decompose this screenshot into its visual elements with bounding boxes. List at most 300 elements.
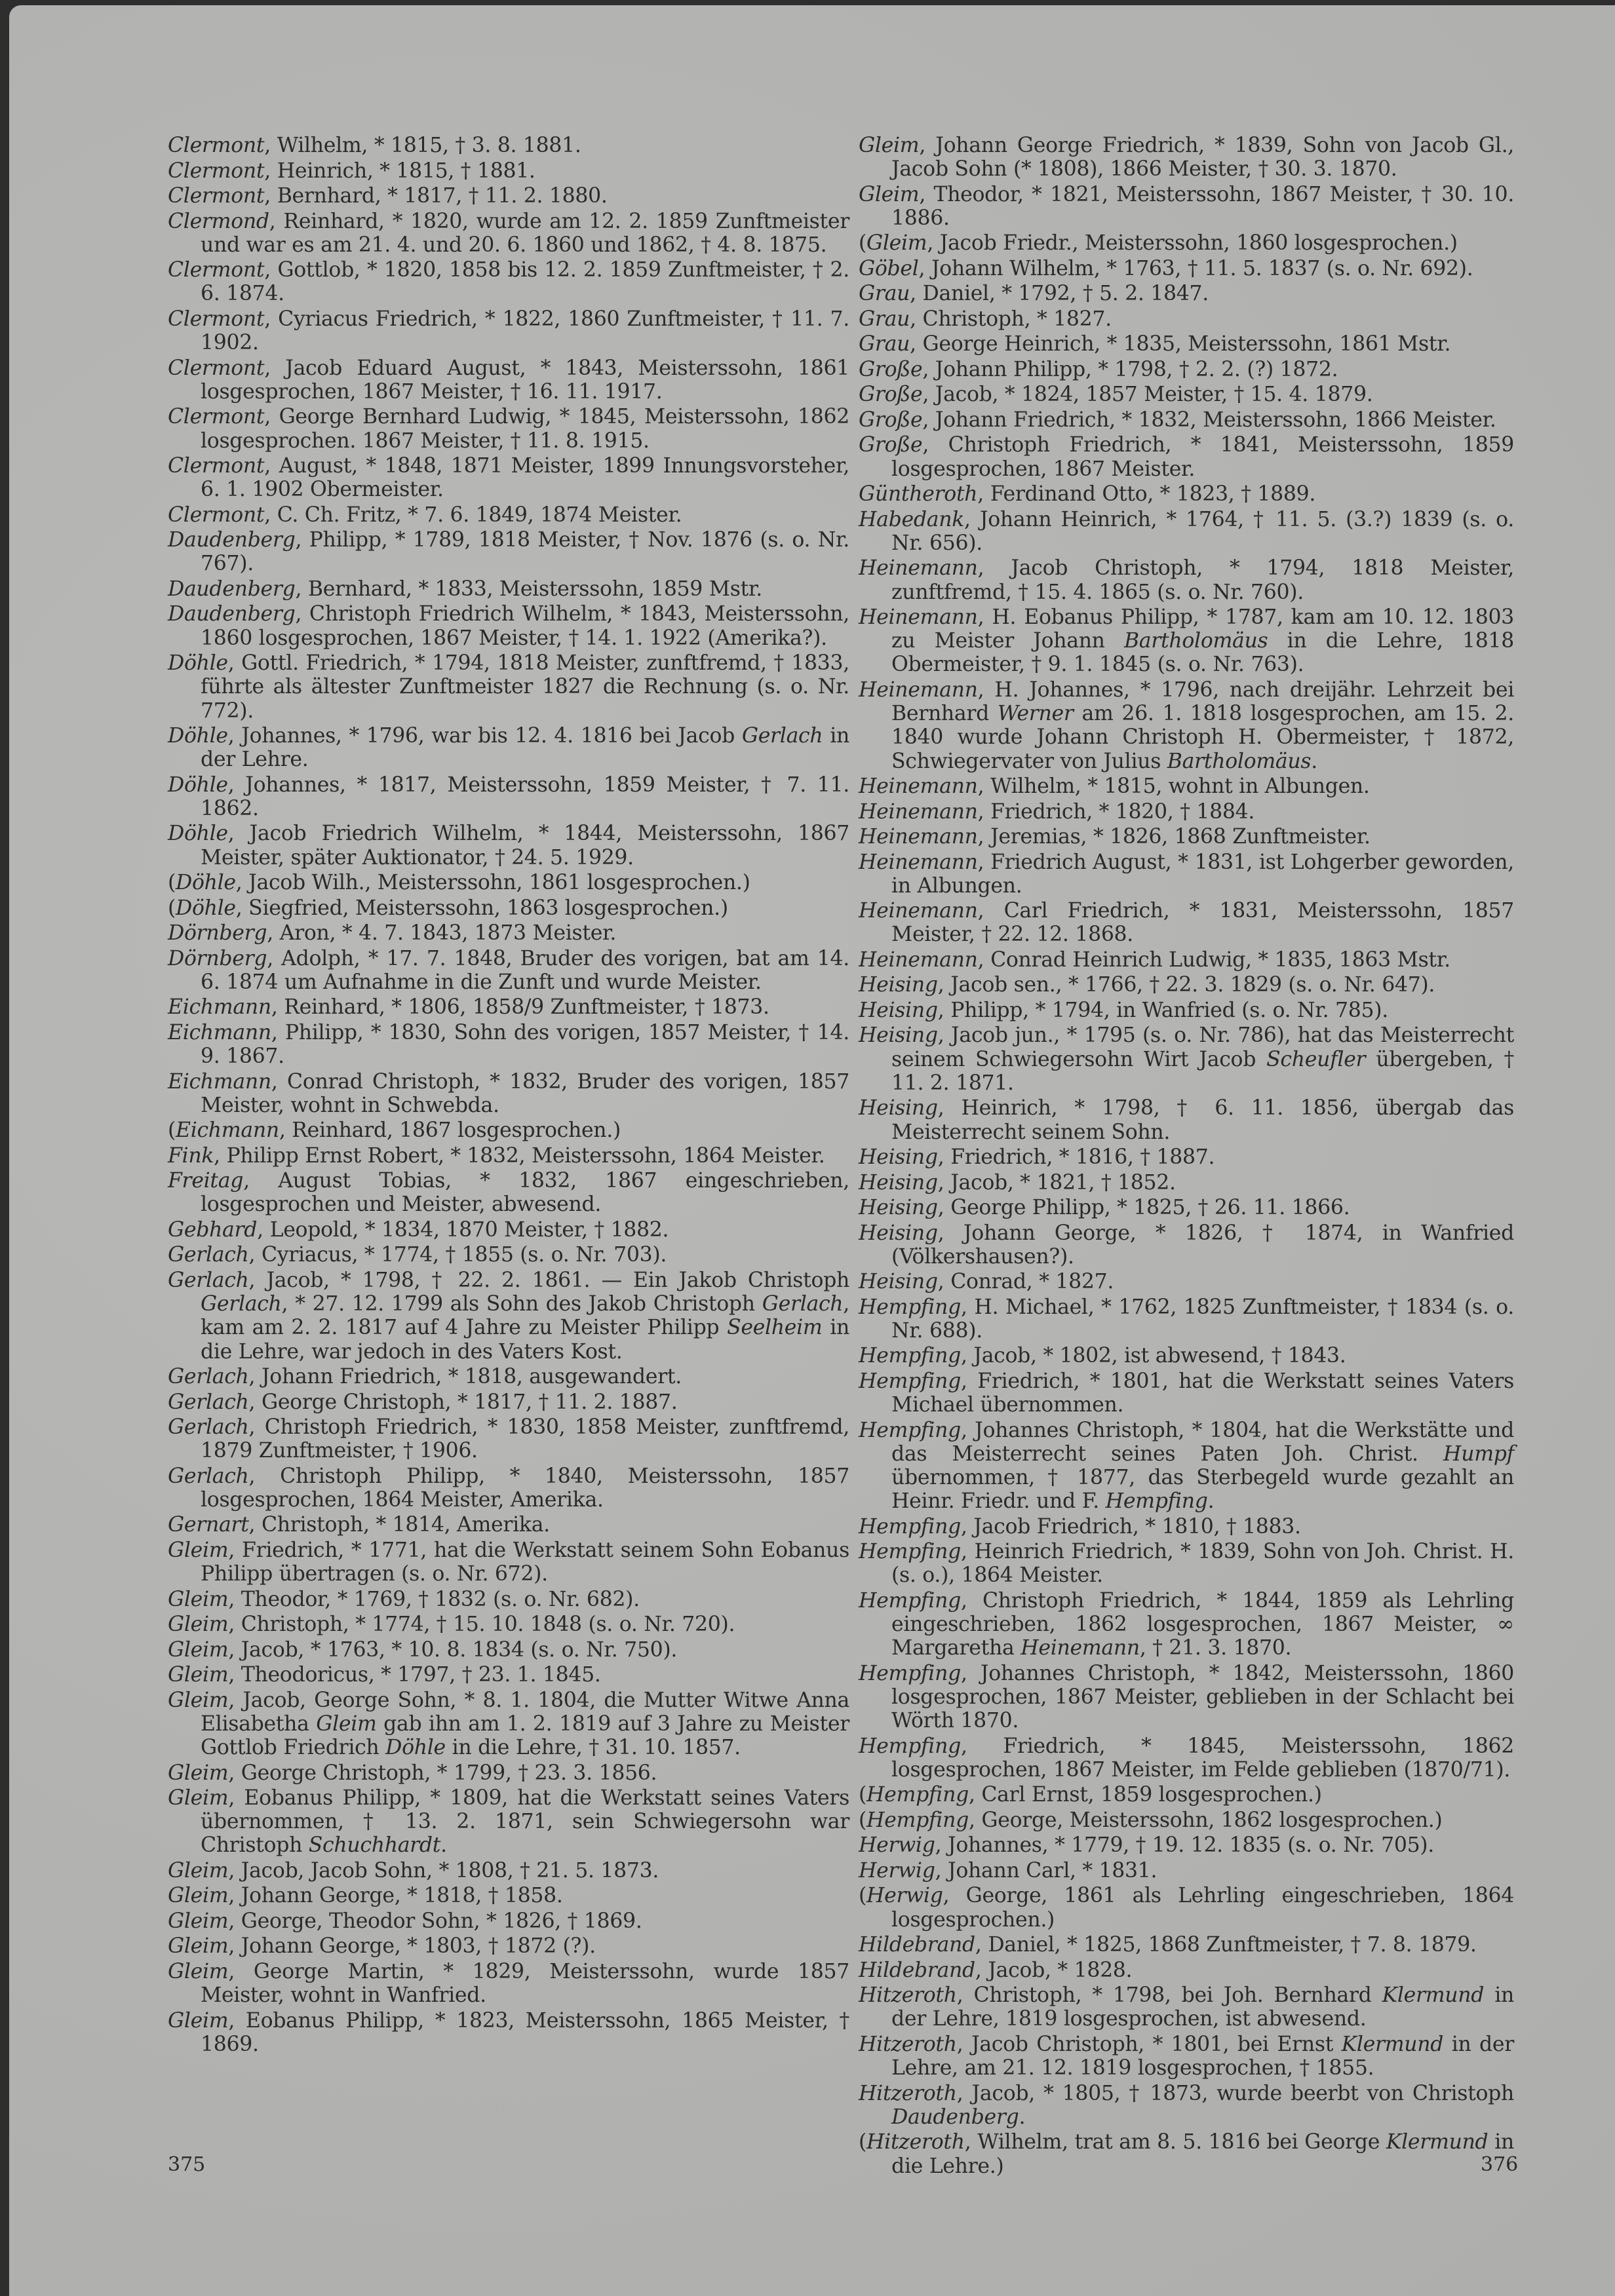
register-entry	[168, 1415, 849, 1463]
entry-text: , Heinrich, * 1815, † 1881.	[264, 159, 535, 183]
entry-surname: Gleim	[168, 1786, 229, 1810]
entry-surname: Clermont	[168, 503, 265, 527]
register-entry	[859, 948, 1514, 972]
entry-surname: Hempfing	[859, 1540, 961, 1564]
register-entry	[168, 356, 849, 404]
entry-surname: Dörnberg	[168, 921, 267, 946]
register-entry	[168, 1859, 849, 1883]
register-entry	[859, 851, 1514, 898]
entry-italic-name: Hempfing	[1105, 1489, 1208, 1514]
entry-prefix: (	[859, 1808, 866, 1832]
entry-text: , Johann Philipp, * 1798, † 2. 2. (?) 1872.	[922, 357, 1338, 381]
register-entry	[168, 134, 849, 157]
entry-surname: Clermont	[168, 134, 265, 157]
entry-prefix: (	[859, 2130, 866, 2154]
register-entry	[859, 1662, 1514, 1733]
entry-prefix: (	[168, 896, 176, 920]
register-entry	[859, 1295, 1514, 1343]
entry-text: , Jacob Christoph, * 1801, bei Ernst	[956, 2032, 1342, 2056]
register-entry	[859, 408, 1514, 432]
entry-text: , Friedrich, * 1816, † 1887.	[937, 1145, 1215, 1170]
entry-text: , George Martin, * 1829, Meisterssohn, wurde 1857 Meister, wohnt in Wanfried.	[201, 1959, 849, 2008]
entry-text: in der Lehre, 1819 losgesprochen, ist abwesend.	[891, 1983, 1514, 2031]
left-page-number: 375	[168, 2153, 206, 2176]
entry-surname: Clermont	[168, 184, 265, 208]
entry-text: , Friedrich, * 1820, † 1884.	[977, 799, 1255, 824]
entry-text: , Jacob, * 1828.	[975, 1958, 1133, 1982]
entry-surname: Gernart	[168, 1513, 249, 1537]
entry-surname: Hitzeroth	[859, 2081, 957, 2105]
entry-surname: Heinemann	[859, 556, 978, 581]
entry-text: am 26. 1. 1818 losgesprochen, am 15. 2. 1840 wurde Johann Christoph H. Obermeister, † 1872, Schwiegervater von Julius	[891, 702, 1514, 773]
entry-surname: Heinemann	[859, 678, 978, 702]
entry-surname: Gerlach	[168, 1415, 249, 1440]
entry-surname: Döhle	[176, 896, 236, 920]
entry-text: , Jacob Friedrich, * 1810, † 1883.	[960, 1514, 1301, 1539]
register-entry	[168, 528, 849, 575]
entry-surname: Heinemann	[859, 850, 978, 874]
entry-text: , Jacob, George Sohn, * 8. 1. 1804, die Mutter Witwe Anna Elisabetha	[201, 1688, 849, 1736]
entry-surname: Dörnberg	[168, 946, 267, 970]
register-entry	[168, 1638, 849, 1662]
entry-surname: Große	[859, 408, 923, 432]
entry-surname: Gleim	[859, 182, 920, 206]
register-entry	[859, 1859, 1514, 1883]
entry-text: , Heinrich Friedrich, * 1839, Sohn von Joh. Christ. H. (s. o.), 1864 Meister.	[891, 1540, 1514, 1588]
entry-surname: Eichmann	[168, 995, 271, 1020]
register-entry	[168, 258, 849, 305]
entry-text: , Jacob Eduard August, * 1843, Meisterssohn, 1861 losgesprochen, 1867 Meister, † 16. 11. 1917.	[201, 356, 849, 404]
entry-text: , Christoph Philipp, * 1840, Meisterssohn, 1857 losgesprochen, 1864 Meister, Amerika.	[201, 1464, 849, 1512]
register-entry	[168, 896, 849, 920]
register-entry	[168, 1786, 849, 1858]
register-entry	[859, 2033, 1514, 2080]
register-entry	[168, 1663, 849, 1687]
register-entry	[859, 2130, 1514, 2177]
register-entry	[859, 1515, 1514, 1539]
entry-text: , Heinrich, * 1798, † 6. 11. 1856, übergab das Meisterrecht seinem Sohn.	[891, 1096, 1514, 1144]
register-entry	[859, 508, 1514, 555]
entry-text: , Johann George, * 1818, † 1858.	[228, 1884, 563, 1908]
register-entry	[859, 1959, 1514, 1982]
register-entry	[168, 724, 849, 771]
entry-text: , Jacob, * 1802, ist abwesend, † 1843.	[960, 1344, 1346, 1368]
register-entry	[859, 1270, 1514, 1293]
entry-text: in der Lehre, am 21. 12. 1819 losgesprochen, † 1855.	[891, 2032, 1514, 2080]
register-entry	[859, 899, 1514, 946]
entry-text: , Friedrich, * 1801, hat die Werkstatt seines Vaters Michael übernommen.	[891, 1369, 1514, 1417]
entry-text: , Christoph, * 1827.	[910, 307, 1112, 331]
entry-surname: Hempfing	[859, 1588, 961, 1613]
entry-text: gab ihn am 1. 2. 1819 auf 3 Jahre zu Meister Gottlob Friedrich	[201, 1712, 849, 1760]
entry-text: , Johann Friedrich, * 1832, Meisterssohn, 1866 Meister.	[922, 408, 1496, 432]
entry-text: in die Lehre, † 31. 10. 1857.	[445, 1736, 741, 1760]
register-entry	[859, 2082, 1514, 2129]
entry-text: in die Lehre, war jedoch in des Vaters Kost.	[201, 1316, 849, 1364]
entry-italic-name: Gleim	[316, 1712, 377, 1736]
entry-text: , Theodor, * 1769, † 1832 (s. o. Nr. 682).	[228, 1587, 640, 1611]
entry-prefix: (	[859, 1783, 866, 1807]
register-entry	[168, 1119, 849, 1142]
register-entry	[859, 678, 1514, 773]
register-entry	[859, 1833, 1514, 1857]
entry-text: , Carl Ernst, 1859 losgesprochen.)	[968, 1783, 1322, 1807]
entry-surname: Hempfing	[859, 1514, 961, 1539]
entry-italic-name: Döhle	[385, 1736, 446, 1760]
entry-text: , Philipp, * 1830, Sohn des vorigen, 1857 Meister, † 14. 9. 1867.	[201, 1020, 849, 1069]
entry-surname: Heising	[859, 998, 938, 1022]
entry-surname: Hempfing	[866, 1808, 969, 1832]
entry-surname: Döhle	[168, 651, 228, 676]
register-entry	[168, 405, 849, 452]
entry-text: , Daniel, * 1792, † 5. 2. 1847.	[910, 282, 1209, 306]
entry-surname: Gleim	[168, 1637, 229, 1662]
register-entry	[168, 1960, 849, 2007]
entry-text: , H. Eobanus Philipp, * 1787, kam am 10. 12. 1803 zu Meister Johann	[891, 605, 1514, 653]
register-entry	[859, 433, 1514, 480]
entry-text: , Eobanus Philipp, * 1809, hat die Werkstatt seines Vaters übernommen, † 13. 2. 1871, sein Schwiegersohn war Christoph	[201, 1786, 849, 1858]
entry-italic-name: Scheufler	[1266, 1047, 1366, 1071]
entry-surname: Freitag	[168, 1169, 244, 1193]
entry-text: , Cyriacus Friedrich, * 1822, 1860 Zunftmeister, † 11. 7. 1902.	[201, 307, 849, 355]
entry-text: in die Lehre.)	[891, 2130, 1514, 2178]
entry-text: , Johann Carl, * 1831.	[935, 1858, 1158, 1883]
register-entry	[859, 800, 1514, 824]
entry-text: , Reinhard, * 1820, wurde am 12. 2. 1859 Zunftmeister und war es am 21. 4. und 20. 6. 1860 und 1862, † 4. 8. 1875.	[201, 209, 849, 257]
entry-text: .	[1207, 1489, 1215, 1514]
entry-surname: Heinemann	[859, 605, 978, 630]
book-spread	[9, 5, 1615, 2296]
entry-italic-name: Heinemann	[1021, 1636, 1140, 1660]
entry-text: , Johann George Friedrich, * 1839, Sohn von Jacob Gl., Jacob Sohn (* 1808), 1866 Meister, † 30. 3. 1870.	[891, 134, 1514, 182]
entry-surname: Daudenberg	[168, 528, 296, 552]
register-entry	[859, 1096, 1514, 1143]
entry-text: , Jacob, * 1763, * 10. 8. 1834 (s. o. Nr. 750).	[228, 1637, 678, 1662]
entry-surname: Fink	[168, 1143, 214, 1168]
entry-text: , Jacob, * 1824, 1857 Meister, † 15. 4. 1879.	[922, 383, 1373, 407]
register-entry	[859, 1540, 1514, 1587]
entry-text: , Johann Heinrich, * 1764, † 11. 5. (3.?) 1839 (s. o. Nr. 656).	[891, 507, 1514, 555]
entry-text: , Ferdinand Otto, * 1823, † 1889.	[977, 482, 1316, 507]
right-page-column	[859, 134, 1514, 2179]
entry-text: , Reinhard, * 1806, 1858/9 Zunftmeister, † 1873.	[271, 995, 769, 1020]
entry-text: , Bernhard, * 1817, † 11. 2. 1880.	[264, 184, 608, 208]
register-entry	[859, 1783, 1514, 1807]
entry-text: , Philipp, * 1789, 1818 Meister, † Nov. 1876 (s. o. Nr. 767).	[201, 528, 849, 576]
entry-text: , Wilhelm, * 1815, † 3. 8. 1881.	[264, 134, 581, 157]
entry-text: , Christoph Friedrich, * 1841, Meisterssohn, 1859 losgesprochen, 1867 Meister.	[891, 433, 1514, 481]
entry-text: , Johannes, * 1817, Meisterssohn, 1859 Meister, † 7. 11. 1862.	[201, 773, 849, 820]
entry-text: , Reinhard, 1867 losgesprochen.)	[279, 1119, 621, 1143]
register-entry	[859, 231, 1514, 255]
entry-text: , George Heinrich, * 1835, Meisterssohn, 1861 Mstr.	[910, 332, 1451, 356]
entry-italic-name: Humpf	[1443, 1442, 1514, 1466]
entry-italic-name: Bartholomäus	[1123, 629, 1268, 653]
entry-surname: Hempfing	[859, 1344, 961, 1368]
entry-text: , Bernhard, * 1833, Meisterssohn, 1859 Mstr.	[295, 577, 762, 601]
register-entry	[859, 358, 1514, 381]
entry-surname: Gleim	[168, 1538, 229, 1562]
entry-text: , Daniel, * 1825, 1868 Zunftmeister, † 7. 8. 1879.	[975, 1933, 1477, 1957]
register-entry	[859, 1221, 1514, 1269]
entry-italic-name: Seelheim	[727, 1316, 823, 1340]
entry-surname: Heinemann	[859, 775, 978, 799]
register-entry	[168, 1539, 849, 1586]
entry-surname: Hildebrand	[859, 1958, 975, 1982]
register-entry	[168, 1934, 849, 1958]
entry-text: , George, Meisterssohn, 1862 losgesprochen.)	[968, 1808, 1443, 1832]
entry-text: , Friedrich, * 1845, Meisterssohn, 1862 losgesprochen, 1867 Meister, im Felde geblieben (1870/71).	[891, 1734, 1514, 1782]
entry-surname: Güntheroth	[859, 482, 978, 507]
register-entry	[168, 1390, 849, 1414]
entry-surname: Heising	[859, 1024, 938, 1048]
entry-surname: Grau	[859, 282, 910, 306]
register-entry	[168, 602, 849, 649]
register-entry	[168, 1243, 849, 1267]
register-entry	[168, 1169, 849, 1216]
register-entry	[859, 383, 1514, 406]
register-entry	[168, 1464, 849, 1512]
register-entry	[168, 1513, 849, 1537]
entry-text: .	[1019, 2105, 1026, 2129]
register-entry	[859, 332, 1514, 356]
entry-text: , Carl Friedrich, * 1831, Meisterssohn, 1857 Meister, † 22. 12. 1868.	[891, 899, 1514, 947]
register-entry	[168, 1144, 849, 1168]
entry-text: , Jacob Wilh., Meisterssohn, 1861 losgesprochen.)	[235, 871, 750, 895]
entry-surname: Gleim	[866, 231, 927, 256]
entry-surname: Clermont	[168, 405, 265, 429]
entry-surname: Gerlach	[168, 1464, 249, 1488]
register-entry	[168, 503, 849, 527]
entry-text: , Jeremias, * 1826, 1868 Zunftmeister.	[977, 825, 1371, 849]
entry-italic-name: Gerlach	[741, 724, 823, 748]
entry-italic-name: Gerlach	[201, 1292, 282, 1316]
register-entry	[168, 1218, 849, 1242]
entry-surname: Hempfing	[866, 1783, 969, 1807]
entry-text: , George Christoph, * 1817, † 11. 2. 1887.	[248, 1390, 678, 1414]
entry-surname: Heinemann	[859, 899, 978, 923]
entry-text: , * 27. 12. 1799 als Sohn des Jakob Christoph	[281, 1292, 762, 1316]
entry-text: .	[1311, 749, 1317, 773]
entry-surname: Gleim	[168, 1613, 229, 1637]
register-entry	[859, 282, 1514, 305]
entry-text: , Christoph Friedrich, * 1844, 1859 als Lehrling eingeschrieben, 1862 losgesprochen, 1867 Meister, ∞ Margaretha	[891, 1588, 1514, 1660]
entry-surname: Heising	[859, 1096, 938, 1120]
register-entry	[168, 651, 849, 723]
entry-surname: Göbel	[859, 256, 919, 280]
entry-text: , Jacob, * 1805, † 1873, wurde beerbt von Christoph	[956, 2081, 1514, 2105]
entry-surname: Heising	[859, 973, 938, 997]
entry-surname: Gleim	[168, 1884, 229, 1908]
entry-surname: Gleim	[168, 1761, 229, 1785]
entry-text: , Leopold, * 1834, 1870 Meister, † 1882.	[257, 1217, 669, 1242]
entry-text: , Jacob, * 1798, † 22. 2. 1861. — Ein Jakob Christoph	[248, 1268, 849, 1292]
entry-text: , Philipp, * 1794, in Wanfried (s. o. Nr. 785).	[937, 998, 1388, 1022]
entry-text: , C. Ch. Fritz, * 7. 6. 1849, 1874 Meister.	[264, 503, 682, 527]
entry-text: , Friedrich August, * 1831, ist Lohgerber geworden, in Albungen.	[891, 850, 1514, 898]
entry-surname: Große	[859, 383, 923, 407]
entry-surname: Gerlach	[168, 1365, 249, 1389]
entry-surname: Döhle	[168, 773, 228, 797]
entry-surname: Gleim	[168, 1959, 229, 1983]
entry-surname: Heising	[859, 1170, 938, 1195]
entry-surname: Gerlach	[168, 1390, 249, 1414]
entry-surname: Gleim	[168, 1909, 229, 1933]
entry-surname: Döhle	[176, 871, 236, 895]
register-entry	[168, 577, 849, 601]
register-entry	[859, 1145, 1514, 1169]
entry-prefix: (	[859, 1884, 866, 1908]
entry-text: , Gottl. Friedrich, * 1794, 1818 Meister, zunftfremd, † 1833, führte als ältester Zunftmeister 1827 die Rechnung (s. o. Nr. 772).	[201, 651, 849, 723]
left-page-column	[168, 134, 849, 2057]
register-entry	[168, 921, 849, 945]
entry-text: übernommen, † 1877, das Sterbegeld wurde gezahlt an Heinr. Friedr. und F.	[891, 1466, 1514, 1514]
entry-italic-name: Daudenberg	[891, 2105, 1019, 2129]
register-entry	[168, 1909, 849, 1933]
entry-surname: Clermont	[168, 307, 265, 331]
register-entry	[859, 1024, 1514, 1095]
entry-text: , Eobanus Philipp, * 1823, Meisterssohn, 1865 Meister, † 1869.	[201, 2008, 849, 2056]
entry-text: , Conrad, * 1827.	[937, 1270, 1114, 1294]
entry-surname: Eichmann	[168, 1020, 271, 1044]
entry-surname: Heinemann	[859, 947, 978, 972]
register-entry	[859, 1589, 1514, 1660]
entry-prefix: (	[168, 1119, 176, 1143]
register-entry	[168, 947, 849, 994]
register-entry	[168, 1884, 849, 1907]
register-entry	[168, 995, 849, 1019]
entry-surname: Eichmann	[176, 1119, 279, 1143]
register-entry	[168, 871, 849, 894]
register-entry	[168, 1365, 849, 1388]
entry-surname: Herwig	[859, 1858, 935, 1883]
register-entry	[859, 1344, 1514, 1368]
entry-text: in der Lehre.	[201, 724, 849, 772]
entry-surname: Gleim	[168, 2008, 229, 2033]
entry-text: , Christoph, * 1798, bei Joh. Bernhard	[956, 1983, 1382, 2008]
entry-italic-name: Gerlach	[762, 1292, 844, 1316]
register-entry	[168, 1761, 849, 1785]
entry-text: , Johannes, * 1796, war bis 12. 4. 1816 bei Jacob	[227, 724, 742, 748]
entry-text: , Johann Wilhelm, * 1763, † 11. 5. 1837 (s. o. Nr. 692).	[918, 256, 1473, 280]
register-entry	[859, 1884, 1514, 1931]
register-entry	[859, 775, 1514, 798]
entry-text: , Johannes Christoph, * 1804, hat die Werkstätte und das Meisterrecht seines Paten Joh. Christ.	[891, 1418, 1514, 1466]
register-entry	[168, 1269, 849, 1364]
entry-text: , Jacob jun., * 1795 (s. o. Nr. 786), hat das Meisterrecht seinem Schwiegersohn Wirt Jacob	[891, 1024, 1514, 1071]
entry-surname: Heinemann	[859, 799, 978, 824]
entry-surname: Hempfing	[859, 1369, 961, 1393]
entry-text: , † 21. 3. 1870.	[1139, 1636, 1292, 1660]
register-entry	[859, 1808, 1514, 1832]
entry-text: , George Philipp, * 1825, † 26. 11. 1866.	[937, 1196, 1350, 1220]
entry-surname: Gerlach	[168, 1268, 249, 1292]
entry-text: , H. Michael, * 1762, 1825 Zunftmeister, † 1834 (s. o. Nr. 688).	[891, 1295, 1514, 1343]
register-entry	[859, 1983, 1514, 2031]
register-entry	[859, 134, 1514, 181]
entry-text: , Christoph Friedrich, * 1830, 1858 Meister, zunftfremd, 1879 Zunftmeister, † 1906.	[201, 1415, 849, 1463]
entry-text: in die Lehre, 1818 Obermeister, † 9. 1. 1845 (s. o. Nr. 763).	[891, 629, 1514, 677]
entry-surname: Gleim	[859, 134, 920, 157]
entry-surname: Clermont	[168, 258, 265, 282]
register-entry	[168, 1070, 849, 1117]
entry-text: , Aron, * 4. 7. 1843, 1873 Meister.	[267, 921, 617, 946]
entry-surname: Hitzeroth	[859, 2032, 957, 2056]
entry-surname: Heising	[859, 1145, 938, 1170]
entry-surname: Grau	[859, 332, 910, 356]
entry-surname: Hempfing	[859, 1661, 961, 1685]
entry-text: , Jacob sen., * 1766, † 22. 3. 1829 (s. o. Nr. 647).	[937, 973, 1435, 997]
entry-text: , Jacob, * 1821, † 1852.	[937, 1170, 1176, 1195]
entry-text: , Wilhelm, * 1815, wohnt in Albungen.	[977, 775, 1370, 799]
register-entry	[168, 210, 849, 257]
register-entry	[168, 1689, 849, 1760]
entry-surname: Habedank	[859, 507, 964, 531]
register-entry	[859, 257, 1514, 280]
entry-surname: Große	[859, 357, 923, 381]
entry-text: , George, 1861 als Lehrling eingeschrieben, 1864 losgesprochen.)	[891, 1884, 1514, 1932]
entry-text: , Cyriacus, * 1774, † 1855 (s. o. Nr. 703).	[248, 1243, 667, 1267]
entry-text: , Philipp Ernst Robert, * 1832, Meisterssohn, 1864 Meister.	[214, 1143, 825, 1168]
entry-italic-name: Bartholomäus	[1167, 749, 1312, 773]
entry-surname: Hempfing	[859, 1418, 961, 1442]
register-entry	[859, 1171, 1514, 1195]
entry-surname: Daudenberg	[168, 602, 296, 626]
entry-surname: Heinemann	[859, 825, 978, 849]
entry-surname: Gleim	[168, 1934, 229, 1959]
entry-italic-name: Klermund	[1386, 2130, 1489, 2154]
entry-text: , Johannes, * 1779, † 19. 12. 1835 (s. o. Nr. 705).	[935, 1833, 1435, 1858]
entry-text: , Johann Friedrich, * 1818, ausgewandert.	[248, 1365, 682, 1389]
entry-surname: Hitzeroth	[859, 1983, 957, 2008]
entry-surname: Gleim	[168, 1858, 229, 1883]
entry-text: , Siegfried, Meisterssohn, 1863 losgesprochen.)	[235, 896, 728, 920]
entry-text: , kam am 2. 2. 1817 auf 4 Jahre zu Meister Philipp	[201, 1292, 849, 1340]
entry-surname: Hitzeroth	[866, 2130, 965, 2154]
entry-surname: Hempfing	[859, 1734, 961, 1758]
entry-surname: Gleim	[168, 1587, 229, 1611]
register-entry	[859, 825, 1514, 849]
register-entry	[859, 973, 1514, 997]
register-entry	[859, 556, 1514, 603]
entry-surname: Clermont	[168, 454, 265, 478]
entry-surname: Gebhard	[168, 1217, 258, 1242]
entry-surname: Clermont	[168, 356, 265, 380]
entry-surname: Eichmann	[168, 1069, 271, 1094]
entry-text: , Christoph, * 1774, † 15. 10. 1848 (s. o. Nr. 720).	[228, 1613, 735, 1637]
entry-text: , August, * 1848, 1871 Meister, 1899 Innungsvorsteher, 6. 1. 1902 Obermeister.	[201, 454, 849, 502]
register-entry	[859, 1933, 1514, 1957]
entry-text: , Adolph, * 17. 7. 1848, Bruder des vorigen, bat am 14. 6. 1874 um Aufnahme in die Zunft und wurde Meister.	[201, 946, 849, 994]
entry-prefix: (	[168, 871, 176, 895]
register-entry	[859, 183, 1514, 230]
register-entry	[168, 159, 849, 183]
entry-italic-name: Klermund	[1382, 1983, 1485, 2008]
entry-text: .	[440, 1833, 447, 1858]
register-entry	[168, 1613, 849, 1636]
register-entry	[859, 605, 1514, 677]
entry-text: , Jacob Friedr., Meisterssohn, 1860 losgesprochen.)	[927, 231, 1458, 256]
entry-italic-name: Werner	[997, 702, 1074, 726]
entry-surname: Herwig	[866, 1884, 943, 1908]
entry-text: , August Tobias, * 1832, 1867 eingeschrieben, losgesprochen und Meister, abwesend.	[201, 1169, 849, 1217]
entry-text: , Gottlob, * 1820, 1858 bis 12. 2. 1859 Zunftmeister, † 2. 6. 1874.	[201, 258, 849, 306]
right-page-number: 376	[1481, 2153, 1519, 2176]
entry-surname: Grau	[859, 307, 910, 331]
entry-surname: Daudenberg	[168, 577, 296, 601]
entry-text: , George Christoph, * 1799, † 23. 3. 1856.	[228, 1761, 657, 1785]
register-entry	[168, 307, 849, 354]
